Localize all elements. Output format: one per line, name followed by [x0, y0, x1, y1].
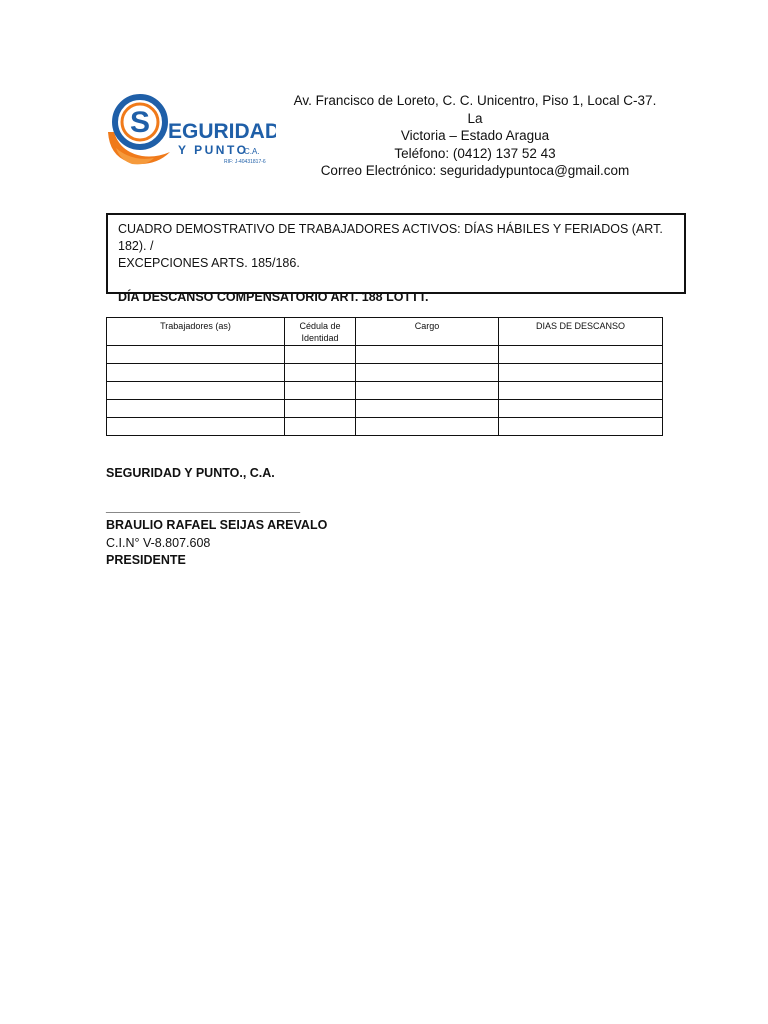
table-cell — [356, 418, 499, 436]
email-text: Correo Electrónico: seguridadypuntoca@gmail.com — [320, 163, 630, 178]
svg-text:EGURIDAD: EGURIDAD — [168, 120, 276, 143]
svg-text:Y PUNTO: Y PUNTO — [178, 143, 249, 157]
signature-line: ______________________________ — [106, 500, 300, 514]
title-line-2: EXCEPCIONES ARTS. 185/186. — [118, 256, 300, 270]
column-header: Trabajadores (as) — [107, 318, 285, 346]
table-row — [107, 382, 663, 400]
table-cell — [107, 364, 285, 382]
signer-name: BRAULIO RAFAEL SEIJAS AREVALO — [106, 518, 328, 532]
title-line-3: DÍA DESCANSO COMPENSATORIO ART. 188 LOTTT. — [118, 290, 429, 304]
document-title-box — [106, 213, 686, 304]
svg-text:C.A.: C.A. — [244, 147, 260, 156]
table-header-row — [107, 318, 663, 346]
workers-table — [106, 317, 663, 436]
table-cell — [285, 364, 356, 382]
signer-id: C.I.N° V-8.807.608 — [106, 535, 211, 550]
table-cell — [499, 400, 663, 418]
svg-text:S: S — [129, 106, 151, 139]
table-cell — [107, 346, 285, 364]
table-cell — [107, 418, 285, 436]
table-cell — [107, 400, 285, 418]
logo-graphic — [106, 92, 276, 174]
table-cell — [356, 382, 499, 400]
address-line-2: Victoria – Estado Aragua — [400, 128, 550, 143]
table-cell — [285, 346, 356, 364]
signer-block — [106, 517, 327, 570]
title-line-1: CUADRO DEMOSTRATIVO DE TRABAJADORES ACTIVOS: DÍAS HÁBILES Y FERIADOS (ART. 182). / — [118, 222, 663, 253]
table-cell — [499, 346, 663, 364]
svg-text:RIF: J-40431817-6: RIF: J-40431817-6 — [224, 159, 266, 165]
signer-role: PRESIDENTE — [106, 553, 186, 567]
table-row — [107, 346, 663, 364]
table-cell — [499, 382, 663, 400]
phone-text: Teléfono: (0412) 137 52 43 — [394, 145, 556, 161]
table-row — [107, 400, 663, 418]
table-cell — [285, 400, 356, 418]
table-cell — [499, 418, 663, 436]
table-cell — [356, 364, 499, 382]
table-cell — [356, 400, 499, 418]
column-header: Cargo — [356, 318, 499, 346]
column-header: Cédula de Identidad — [285, 318, 356, 346]
table-row — [107, 418, 663, 436]
column-header: DIAS DE DESCANSO — [499, 318, 663, 346]
table-cell — [285, 382, 356, 400]
company-address — [290, 92, 660, 180]
company-logo — [106, 92, 276, 174]
company-name: SEGURIDAD Y PUNTO., C.A. — [106, 466, 275, 480]
table-cell — [499, 364, 663, 382]
table-cell — [356, 346, 499, 364]
table-row — [107, 364, 663, 382]
table-cell — [107, 382, 285, 400]
address-line-1: Av. Francisco de Loreto, C. C. Unicentro, Piso 1, Local C-37. La — [293, 93, 657, 126]
table-cell — [285, 418, 356, 436]
